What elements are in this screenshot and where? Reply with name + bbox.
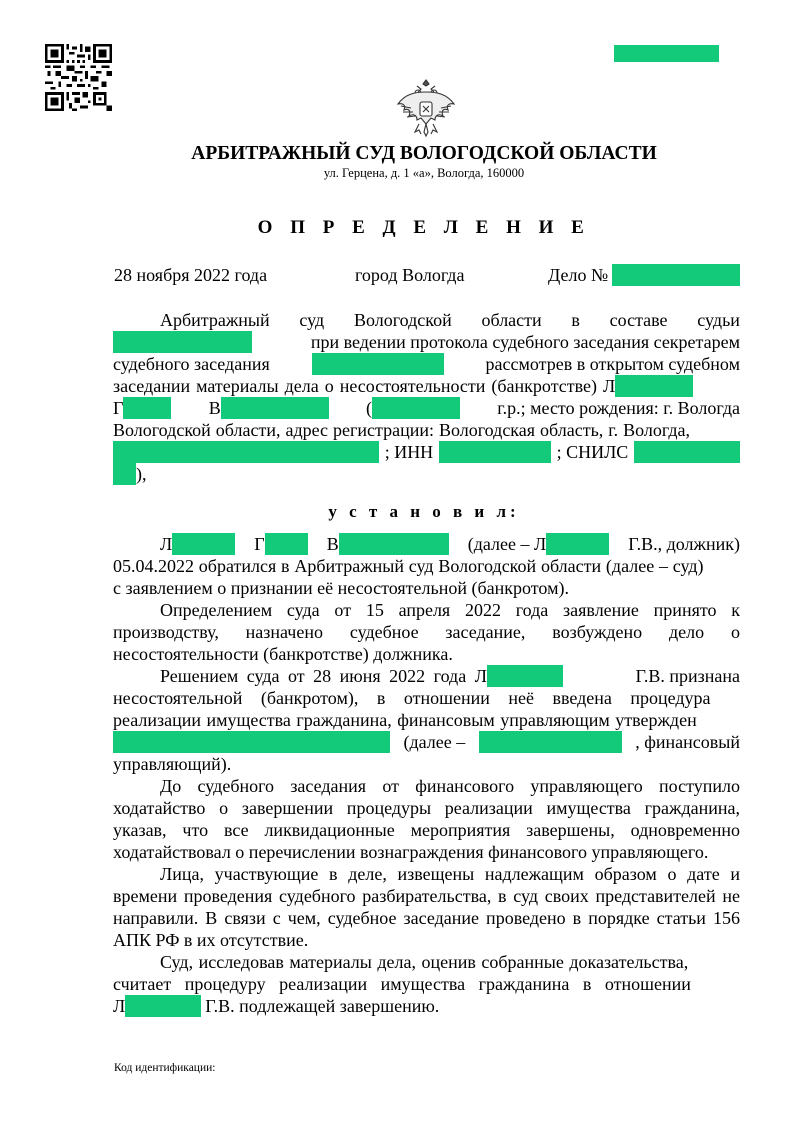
ruling-city: город Вологда: [355, 265, 465, 285]
redacted-debtor-surname: [615, 375, 693, 397]
redacted-surname: [172, 533, 235, 555]
redacted-manager-name: [113, 731, 390, 753]
qr-code: [45, 44, 112, 111]
redacted-snils-cont: [113, 463, 136, 485]
document-title: О П Р Е Д Е Л Е Н И Е: [257, 217, 591, 238]
redacted-first-name: [265, 533, 308, 555]
paragraph-filing: Л Г В (далее – Л Г.В., должник) 05.04.2022 обратился в Арбитражный суд Вологодской области (далее – суд) с заявлением о признании её несостоятельной (банкротом).: [113, 534, 740, 598]
identification-code-label: Код идентификации:: [114, 1062, 216, 1074]
coat-of-arms-emblem: [395, 78, 457, 140]
redacted-patronymic: [339, 533, 449, 555]
redacted-birth-date: [372, 397, 460, 419]
redacted-first-name: [123, 397, 171, 419]
redacted-snils: [634, 441, 740, 463]
paragraph-motion: До судебного заседания от финансового управляющего поступило ходатайство о завершении процедуры реализации имущества гражданина, указав, что все ликвидационные мероприятия завершены, одновременно ходатайствовал о перечислении вознаграждения финансового управляющего.: [113, 776, 740, 862]
redacted-surname: [487, 665, 563, 687]
redacted-case-number: [612, 264, 740, 286]
redacted-surname: [546, 533, 609, 555]
redacted-address: [113, 441, 379, 463]
paragraph-decision: Решением суда от 28 июня 2022 года Л Г.В. признана несостоятельной (банкротом), в отношении неё введена процедура реализации имущества гражданина, финансовым управляющим утвержден (далее – , финансовый управляющий).: [113, 666, 740, 774]
redacted-secretary-name: [312, 353, 444, 375]
redacted-manager-short: [479, 731, 622, 753]
court-name: АРБИТРАЖНЫЙ СУД ВОЛОГОДСКОЙ ОБЛАСТИ: [191, 143, 657, 164]
paragraph-acceptance: Определением суда от 15 апреля 2022 года заявление принято к производству, назначено судебное заседание, возбуждено дело о несостоятельности (банкротстве) должника.: [113, 600, 740, 664]
court-address: ул. Герцена, д. 1 «а», Вологда, 160000: [323, 166, 525, 180]
paragraph-conclusion: Суд, исследовав материалы дела, оценив собранные доказательства, считает процедуру реализации имущества гражданина в отношении Л Г.В. подлежащей завершению.: [113, 952, 691, 1016]
redacted-inn: [439, 441, 551, 463]
case-number-label: Дело №: [548, 265, 609, 285]
ruling-date: 28 ноября 2022 года: [114, 265, 268, 285]
section-heading: у с т а н о в и л:: [328, 502, 520, 521]
intro-paragraph: Арбитражный суд Вологодской области в составе судьи при ведении протокола судебного заседания секретарем судебного заседания рассмотрев в открытом судебном заседании материалы дела о несостоятельности (банкротстве) Л Г В ( г.р.; место рождения: г. Вологда Вологодской области, адрес регистрации: Вологодская область, г. Вологда, ; ИНН ; СНИЛС ),: [113, 310, 740, 484]
paragraph-notification: Лица, участвующие в деле, извещены надлежащим образом о дате и времени проведения судебного разбирательства, в суд своих представителей не направили. В связи с чем, судебное заседание проведено в порядке статьи 156 АПК РФ в их отсутствие.: [113, 864, 740, 950]
redacted-judge-name: [113, 331, 252, 353]
redacted-surname: [125, 995, 201, 1017]
redacted-barcode: [614, 45, 719, 62]
redacted-patronymic: [221, 397, 329, 419]
